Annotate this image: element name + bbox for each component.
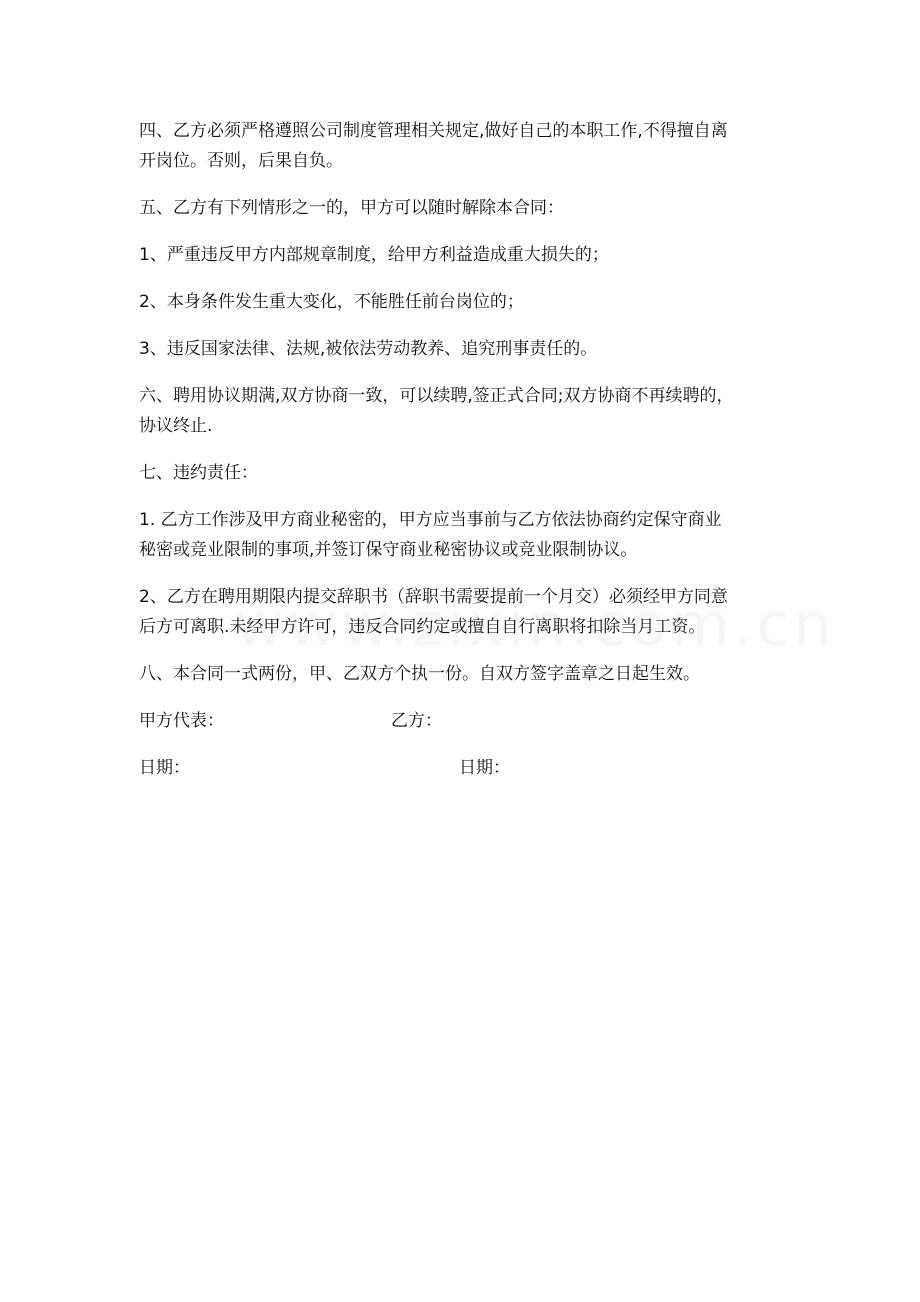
date-row: [139, 753, 799, 783]
clause-5: [139, 193, 799, 223]
party-a-label: 甲方代表：: [139, 711, 224, 731]
clause-8-line-1: 八、本合同一式两份，甲、乙双方个执一份。自双方签字盖章之日起生效。: [139, 664, 700, 684]
clause-5-item-2-line-1: 2、本身条件发生重大变化，不能胜任前台岗位的；: [139, 292, 524, 312]
clause-6-line-1: 六、聘用协议期满,双方协商一致，可以续聘,签正式合同;双方协商不再续聘的，: [139, 386, 734, 406]
clause-7-item-2-line-1: 2、乙方在聘用期限内提交辞职书（辞职书需要提前一个月交）必须经甲方同意: [139, 587, 728, 607]
clause-4-line-1: 四、乙方必须严格遵照公司制度管理相关规定,做好自己的本职工作,不得擅自离: [139, 121, 728, 141]
clause-4-line-2: 开岗位。否则，后果自负。: [139, 151, 343, 171]
clause-7-item-2: [139, 582, 799, 642]
clause-7-item-1-line-2: 秘密或竞业限制的事项,并签订保守商业秘密协议或竞业限制协议。: [139, 540, 638, 560]
clause-4: [139, 116, 799, 176]
date-b-label: 日期：: [459, 758, 510, 778]
clause-5-item-2: [139, 287, 799, 317]
clause-5-item-3-line-1: 3、违反国家法律、法规,被依法劳动教养、追究刑事责任的。: [139, 339, 598, 359]
clause-5-item-3: [139, 334, 799, 364]
clause-6-line-2: 协议终止.: [139, 416, 213, 436]
document-body: [139, 116, 799, 800]
clause-5-item-1: [139, 240, 799, 270]
date-a-label: 日期：: [139, 758, 190, 778]
signature-row: [139, 706, 799, 736]
party-b-label: 乙方：: [391, 711, 442, 731]
clause-8: [139, 659, 799, 689]
clause-6: [139, 381, 799, 441]
clause-7-item-1: [139, 505, 799, 565]
clause-5-item-1-line-1: 1、严重违反甲方内部规章制度，给甲方利益造成重大损失的；: [139, 245, 609, 265]
clause-5-line-1: 五、乙方有下列情形之一的，甲方可以随时解除本合同：: [139, 198, 564, 218]
clause-7-item-1-line-1: 1. 乙方工作涉及甲方商业秘密的，甲方应当事前与乙方依法协商约定保守商业: [139, 510, 722, 530]
clause-7-line-1: 七、违约责任：: [139, 463, 258, 483]
clause-7-item-2-line-2: 后方可离职.未经甲方许可，违反合同约定或擅自自行离职将扣除当月工资。: [139, 617, 706, 637]
clause-7: [139, 458, 799, 488]
